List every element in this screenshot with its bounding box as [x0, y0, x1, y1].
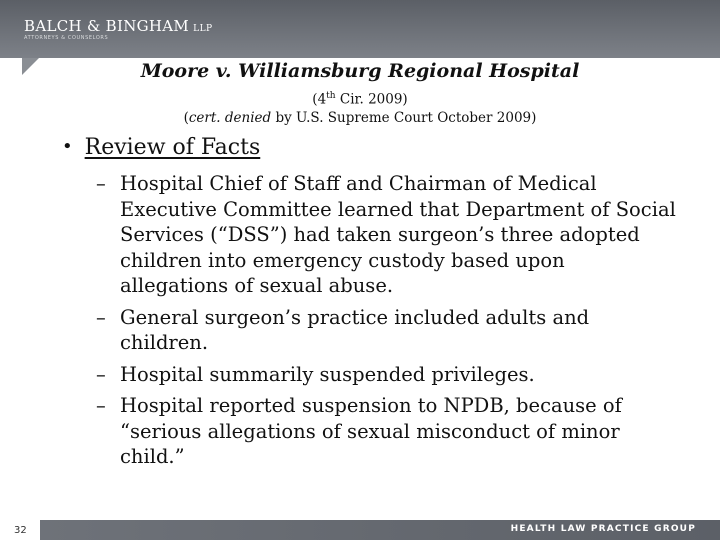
firm-suffix: LLP — [193, 24, 213, 34]
sub-bullet-list — [96, 171, 676, 476]
bullet-heading: Review of Facts — [84, 135, 261, 160]
bullet-dot: • — [62, 136, 73, 157]
cert-line — [0, 110, 720, 126]
dash-marker: – — [96, 394, 106, 417]
footer-band — [0, 520, 720, 540]
firm-tagline: ATTORNEYS & COUNSELORS — [24, 35, 109, 41]
dash-marker: – — [96, 172, 106, 195]
sub-bullet-text: Hospital Chief of Staff and Chairman of Medical Executive Committee learned that Department of Social Services (“DSS”) had taken surgeon’s three adopted children into emergency custody based upon allegations of sexual abuse. — [120, 172, 676, 297]
firm-logo — [24, 17, 213, 35]
list-item — [96, 393, 676, 470]
dash-marker: – — [96, 305, 106, 329]
sub-bullet-text: Hospital reported suspension to NPDB, because of “serious allegations of sexual misconduct of minor child.” — [120, 394, 622, 468]
list-item — [96, 362, 676, 388]
header-band — [0, 0, 720, 58]
main-bullet — [62, 135, 260, 160]
list-item — [96, 171, 676, 299]
citation-ordinal: th — [326, 91, 336, 101]
cert-denied-text: cert. denied — [188, 110, 272, 126]
cert-open-paren: ( — [183, 110, 189, 126]
slide-title: Moore v. Williamsburg Regional Hospital — [140, 60, 580, 82]
sub-bullet-text: General surgeon’s practice included adults and children. — [120, 305, 590, 354]
list-item — [96, 305, 676, 356]
cert-detail: by U.S. Supreme Court October 2009) — [271, 110, 537, 126]
citation-court-year: Cir. 2009) — [335, 91, 408, 108]
dash-marker: – — [96, 362, 106, 386]
page-number: 32 — [0, 520, 40, 540]
citation-open: (4 — [312, 91, 327, 108]
case-citation — [0, 91, 720, 108]
sub-bullet-text: Hospital summarily suspended privileges. — [120, 362, 535, 386]
practice-group-label: HEALTH LAW PRACTICE GROUP — [510, 524, 696, 534]
firm-name: BALCH & BINGHAM — [24, 17, 190, 35]
